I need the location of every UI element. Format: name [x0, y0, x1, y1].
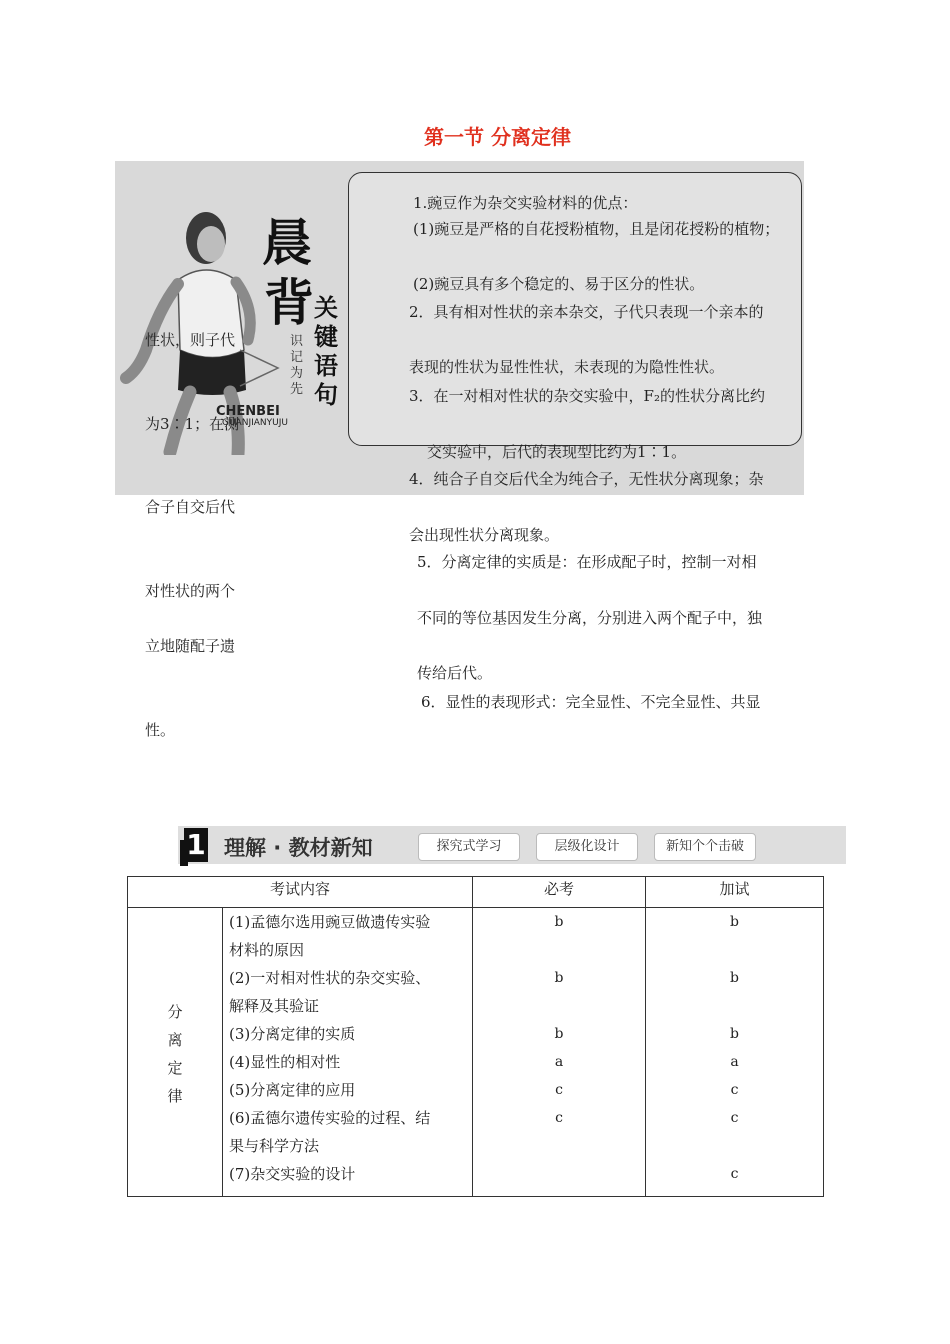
header-additional: 加试: [646, 877, 824, 908]
table-header-row: [128, 877, 824, 908]
required-grade: c: [555, 1110, 563, 1126]
arrow-icon: [238, 346, 284, 390]
content-line: 果与科学方法: [229, 1137, 320, 1155]
additional-grade: c: [730, 1110, 739, 1126]
page-title: 第一节 分离定律: [424, 125, 571, 149]
required-grade: a: [554, 1054, 564, 1070]
required-grade: [473, 1132, 645, 1160]
point-line: (1)豌豆是严格的自花授粉植物，且是闭花授粉的植物；: [413, 220, 780, 238]
content-line: 解释及其验证: [229, 997, 320, 1015]
point-line: 性状，则子代: [145, 331, 236, 349]
bei-character: 背: [264, 274, 314, 332]
point-line: 立地随配子遗: [145, 637, 236, 655]
point-line: 交实验中，后代的表现型比约为1∶1。: [427, 443, 687, 461]
point-line: 5．分离定律的实质是：在形成配子时，控制一对相: [417, 553, 757, 571]
brand-text-1: CHENBEI: [216, 404, 280, 419]
required-grade: [473, 936, 645, 964]
required-grade: b: [554, 970, 564, 986]
section-number: 1: [184, 828, 208, 862]
additional-grade: a: [730, 1054, 739, 1070]
additional-grade: [646, 1132, 823, 1160]
tab-new-knowledge[interactable]: 新知个个击破: [654, 833, 756, 861]
memorize-first-label: 识记为先: [290, 334, 304, 397]
point-line: 传给后代。: [417, 664, 493, 682]
point-line: 会出现性状分离现象。: [409, 526, 560, 544]
header-exam-content: 考试内容: [128, 877, 473, 908]
additional-grade: [646, 936, 823, 964]
point-line: (2)豌豆具有多个稳定的、易于区分的性状。: [413, 275, 705, 293]
required-level-cell: [473, 908, 646, 1197]
tab-tiered-design[interactable]: 层级化设计: [536, 833, 638, 861]
required-grade: [473, 1160, 645, 1188]
point-line: 2．具有相对性状的亲本杂交，子代只表现一个亲本的: [409, 303, 764, 321]
point-line: 合子自交后代: [145, 498, 236, 516]
additional-level-cell: [646, 908, 824, 1197]
key-sentences-label: 关键语句: [314, 294, 338, 409]
exam-content-cell: [223, 908, 473, 1197]
required-grade: [473, 992, 645, 1020]
additional-grade: c: [730, 1166, 739, 1182]
point-line: 3．在一对相对性状的杂交实验中，F₂的性状分离比约: [409, 387, 765, 405]
group-label-separation-law: 分 离 定 律: [128, 908, 223, 1197]
content-line: (1)孟德尔选用豌豆做遗传实验: [229, 913, 431, 931]
content-line: (5)分离定律的应用: [229, 1081, 356, 1099]
additional-grade: c: [730, 1082, 739, 1098]
exam-requirements-table: [127, 876, 824, 1197]
point-line: 6．显性的表现形式：完全显性、不完全显性、共显: [421, 693, 761, 711]
required-grade: b: [554, 1026, 564, 1042]
content-line: 材料的原因: [229, 941, 305, 959]
point-line: 性。: [145, 721, 176, 739]
point-line: 为3∶1；在测: [145, 415, 240, 433]
required-grade: c: [555, 1082, 563, 1098]
additional-grade: b: [730, 970, 739, 986]
additional-grade: b: [730, 914, 739, 930]
content-line: (3)分离定律的实质: [229, 1025, 356, 1043]
content-line: (7)杂交实验的设计: [229, 1165, 356, 1183]
content-line: (2)一对相对性状的杂交实验、: [229, 969, 431, 987]
point-line: 4．纯合子自交后代全为纯合子，无性状分离现象；杂: [409, 470, 764, 488]
tab-inquiry-learning[interactable]: 探究式学习: [418, 833, 520, 861]
table-row: [128, 908, 824, 1197]
point-line: 对性状的两个: [145, 582, 236, 600]
content-line: (6)孟德尔遗传实验的过程、结: [229, 1109, 431, 1127]
additional-grade: b: [730, 1026, 739, 1042]
point-line: 表现的性状为显性性状，未表现的为隐性性状。: [409, 358, 725, 376]
section-title: 理解 · 教材新知: [224, 836, 373, 860]
point-line: 1.豌豆作为杂交实验材料的优点：: [413, 194, 638, 212]
required-grade: b: [554, 914, 564, 930]
brand-text-2: GUANJIANYUJU: [222, 418, 288, 428]
additional-grade: [646, 992, 823, 1020]
chen-character: 晨: [262, 214, 312, 272]
content-line: (4)显性的相对性: [229, 1053, 341, 1071]
point-line: 不同的等位基因发生分离，分别进入两个配子中，独: [417, 609, 763, 627]
header-required: 必考: [473, 877, 646, 908]
